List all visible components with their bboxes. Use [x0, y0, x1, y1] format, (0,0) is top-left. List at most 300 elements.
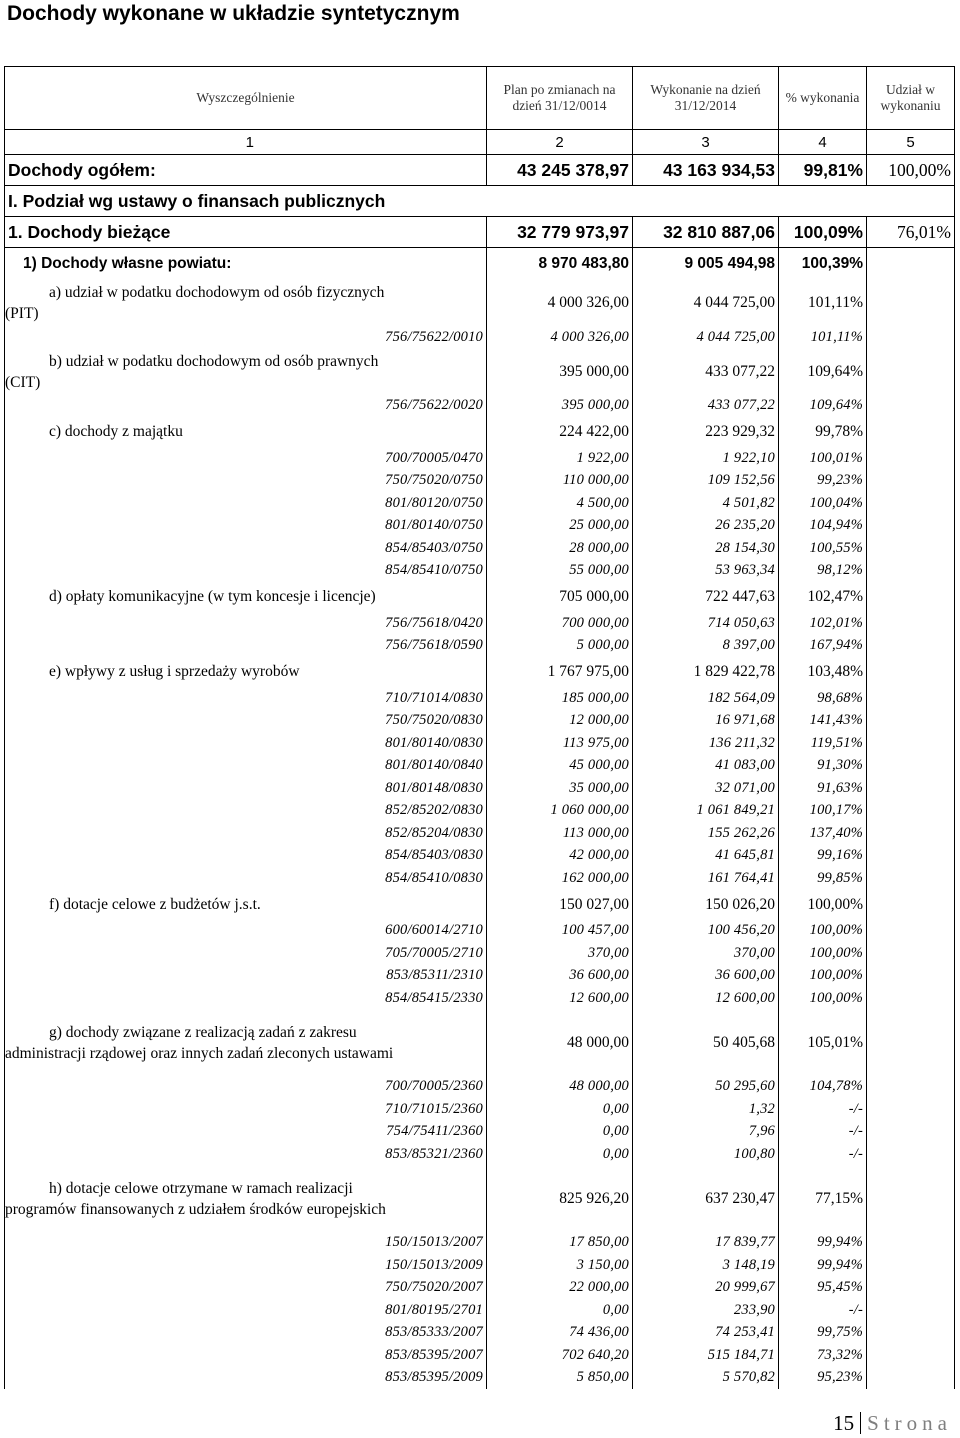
group-pct: 99,78%: [779, 417, 867, 447]
detail-code: 853/85395/2009: [5, 1367, 487, 1390]
detail-code: 756/75618/0590: [5, 635, 487, 658]
own-revenue-row: [5, 248, 955, 281]
detail-exec: 3 148,19: [633, 1254, 779, 1277]
detail-pct: 109,64%: [779, 395, 867, 418]
detail-code: 852/85202/0830: [5, 800, 487, 823]
own-pct: 100,39%: [779, 248, 867, 281]
header-col-2: Plan po zmianach na dzień 31/12/0014: [487, 67, 633, 130]
detail-pct: -/-: [779, 1121, 867, 1144]
spacer-cell: [487, 1166, 633, 1176]
detail-row: [5, 470, 955, 493]
detail-code: 853/85395/2007: [5, 1344, 487, 1367]
group-row: [5, 1020, 955, 1066]
detail-code: 852/85204/0830: [5, 822, 487, 845]
group-label: e) wpływy z usług i sprzedaży wyrobów: [5, 657, 487, 687]
detail-plan: 1 922,00: [487, 447, 633, 470]
detail-exec: 233,90: [633, 1299, 779, 1322]
col-number-5: 5: [867, 130, 955, 155]
spacer-cell: [487, 1010, 633, 1020]
spacer-cell: [779, 1222, 867, 1232]
group-pct: 77,15%: [779, 1176, 867, 1222]
group-row: [5, 349, 955, 395]
page-title: Dochody wykonane w układzie syntetycznym: [7, 2, 460, 25]
detail-pct: 101,11%: [779, 326, 867, 349]
detail-exec: 41 083,00: [633, 755, 779, 778]
detail-share: [867, 1098, 955, 1121]
detail-exec: 53 963,34: [633, 560, 779, 583]
section-row: [5, 186, 955, 217]
total-pct: 99,81%: [779, 155, 867, 186]
detail-row: [5, 1076, 955, 1099]
detail-share: [867, 845, 955, 868]
detail-plan: 25 000,00: [487, 515, 633, 538]
detail-plan: 0,00: [487, 1098, 633, 1121]
revenue-table-body: [5, 67, 955, 1390]
spacer-cell: [5, 1066, 487, 1076]
detail-share: [867, 942, 955, 965]
group-row: [5, 1176, 955, 1222]
detail-code: 801/80195/2701: [5, 1299, 487, 1322]
detail-row: [5, 1121, 955, 1144]
detail-share: [867, 537, 955, 560]
detail-code: 854/85415/2330: [5, 987, 487, 1010]
current-row: [5, 217, 955, 248]
detail-share: [867, 1076, 955, 1099]
detail-plan: 45 000,00: [487, 755, 633, 778]
spacer-cell: [867, 1222, 955, 1232]
detail-pct: 100,00%: [779, 942, 867, 965]
detail-plan: 12 000,00: [487, 710, 633, 733]
group-share: [867, 890, 955, 920]
detail-exec: 8 397,00: [633, 635, 779, 658]
detail-code: 710/71015/2360: [5, 1098, 487, 1121]
detail-row: [5, 1344, 955, 1367]
spacer-row: [5, 1166, 955, 1176]
detail-exec: 74 253,41: [633, 1322, 779, 1345]
detail-plan: 700 000,00: [487, 612, 633, 635]
detail-exec: 7,96: [633, 1121, 779, 1144]
spacer-row: [5, 1222, 955, 1232]
detail-exec: 370,00: [633, 942, 779, 965]
detail-row: [5, 612, 955, 635]
group-row: [5, 582, 955, 612]
detail-row: [5, 1254, 955, 1277]
detail-code: 750/75020/2007: [5, 1277, 487, 1300]
group-exec: 4 044 725,00: [633, 280, 779, 326]
group-pct: 105,01%: [779, 1020, 867, 1066]
detail-exec: 161 764,41: [633, 867, 779, 890]
detail-pct: 100,01%: [779, 447, 867, 470]
total-exec: 43 163 934,53: [633, 155, 779, 186]
header-row: [5, 67, 955, 130]
spacer-cell: [5, 1166, 487, 1176]
detail-share: [867, 800, 955, 823]
page-number: 15: [833, 1411, 855, 1435]
revenue-table: [4, 66, 955, 1389]
group-label-line-2: administracji rządowej oraz innych zadań zleconych ustawami: [5, 1044, 394, 1062]
detail-pct: 73,32%: [779, 1344, 867, 1367]
detail-exec: 1 061 849,21: [633, 800, 779, 823]
group-label: f) dotacje celowe z budżetów j.s.t.: [5, 890, 487, 920]
detail-code: 700/70005/0470: [5, 447, 487, 470]
detail-plan: 162 000,00: [487, 867, 633, 890]
detail-plan: 28 000,00: [487, 537, 633, 560]
group-exec: 637 230,47: [633, 1176, 779, 1222]
group-plan: 4 000 326,00: [487, 280, 633, 326]
detail-pct: 91,30%: [779, 755, 867, 778]
detail-plan: 0,00: [487, 1121, 633, 1144]
page-footer: [833, 1411, 952, 1436]
detail-plan: 0,00: [487, 1143, 633, 1166]
detail-share: [867, 755, 955, 778]
detail-plan: 113 000,00: [487, 822, 633, 845]
detail-plan: 17 850,00: [487, 1232, 633, 1255]
detail-exec: 1 922,10: [633, 447, 779, 470]
detail-share: [867, 777, 955, 800]
detail-row: [5, 560, 955, 583]
detail-row: [5, 635, 955, 658]
detail-row: [5, 687, 955, 710]
detail-share: [867, 612, 955, 635]
group-exec: 50 405,68: [633, 1020, 779, 1066]
group-label: [5, 1176, 487, 1222]
detail-share: [867, 1322, 955, 1345]
detail-pct: 100,00%: [779, 920, 867, 943]
detail-code: 853/85321/2360: [5, 1143, 487, 1166]
detail-exec: 714 050,63: [633, 612, 779, 635]
header-col-3: Wykonanie na dzień 31/12/2014: [633, 67, 779, 130]
detail-code: 150/15013/2009: [5, 1254, 487, 1277]
detail-plan: 55 000,00: [487, 560, 633, 583]
detail-code: 750/75020/0830: [5, 710, 487, 733]
section-label: I. Podział wg ustawy o finansach publicznych: [5, 186, 955, 217]
detail-pct: 99,94%: [779, 1232, 867, 1255]
own-exec: 9 005 494,98: [633, 248, 779, 281]
detail-row: [5, 1299, 955, 1322]
detail-share: [867, 987, 955, 1010]
detail-pct: 99,94%: [779, 1254, 867, 1277]
header-col-4: % wykonania: [779, 67, 867, 130]
detail-pct: 119,51%: [779, 732, 867, 755]
spacer-cell: [779, 1166, 867, 1176]
detail-exec: 41 645,81: [633, 845, 779, 868]
header-col-1: Wyszczególnienie: [5, 67, 487, 130]
detail-share: [867, 710, 955, 733]
detail-pct: -/-: [779, 1143, 867, 1166]
spacer-row: [5, 1066, 955, 1076]
detail-share: [867, 326, 955, 349]
detail-share: [867, 965, 955, 988]
group-label: [5, 1020, 487, 1066]
detail-exec: 515 184,71: [633, 1344, 779, 1367]
detail-plan: 370,00: [487, 942, 633, 965]
group-exec: 1 829 422,78: [633, 657, 779, 687]
detail-exec: 155 262,26: [633, 822, 779, 845]
detail-row: [5, 1322, 955, 1345]
group-label-line-1: a) udział w podatku dochodowym od osób fizycznych: [49, 284, 385, 301]
group-exec: 433 077,22: [633, 349, 779, 395]
detail-row: [5, 710, 955, 733]
group-label-line-1: b) udział w podatku dochodowym od osób prawnych: [49, 352, 379, 370]
header-col-5: Udział w wykonaniu: [867, 67, 955, 130]
detail-row: [5, 515, 955, 538]
total-share: 100,00%: [867, 155, 955, 186]
detail-share: [867, 560, 955, 583]
detail-plan: 702 640,20: [487, 1344, 633, 1367]
group-row: [5, 280, 955, 326]
detail-row: [5, 755, 955, 778]
detail-code: 854/85403/0750: [5, 537, 487, 560]
detail-row: [5, 965, 955, 988]
spacer-row: [5, 1010, 955, 1020]
group-exec: 150 026,20: [633, 890, 779, 920]
detail-pct: 167,94%: [779, 635, 867, 658]
detail-plan: 42 000,00: [487, 845, 633, 868]
group-pct: 100,00%: [779, 890, 867, 920]
spacer-cell: [633, 1066, 779, 1076]
own-share: [867, 248, 955, 281]
detail-pct: 95,45%: [779, 1277, 867, 1300]
detail-exec: 109 152,56: [633, 470, 779, 493]
detail-code: 705/70005/2710: [5, 942, 487, 965]
detail-exec: 182 564,09: [633, 687, 779, 710]
group-plan: 825 926,20: [487, 1176, 633, 1222]
detail-plan: 74 436,00: [487, 1322, 633, 1345]
detail-exec: 26 235,20: [633, 515, 779, 538]
group-label-line-2: (PIT): [5, 305, 39, 322]
detail-share: [867, 867, 955, 890]
col-number-4: 4: [779, 130, 867, 155]
spacer-cell: [487, 1066, 633, 1076]
detail-pct: 102,01%: [779, 612, 867, 635]
detail-code: 853/85333/2007: [5, 1322, 487, 1345]
group-label-line-2: programów finansowanych z udziałem środków europejskich: [5, 1200, 386, 1218]
detail-row: [5, 537, 955, 560]
detail-row: [5, 942, 955, 965]
detail-pct: 100,00%: [779, 987, 867, 1010]
detail-plan: 100 457,00: [487, 920, 633, 943]
detail-row: [5, 492, 955, 515]
spacer-cell: [5, 1010, 487, 1020]
detail-share: [867, 920, 955, 943]
detail-share: [867, 1143, 955, 1166]
detail-exec: 5 570,82: [633, 1367, 779, 1390]
group-exec: 223 929,32: [633, 417, 779, 447]
group-label: [5, 280, 487, 326]
detail-row: [5, 732, 955, 755]
detail-plan: 5 850,00: [487, 1367, 633, 1390]
detail-row: [5, 395, 955, 418]
detail-pct: 99,85%: [779, 867, 867, 890]
detail-exec: 100,80: [633, 1143, 779, 1166]
detail-pct: 95,23%: [779, 1367, 867, 1390]
detail-share: [867, 1232, 955, 1255]
group-plan: 224 422,00: [487, 417, 633, 447]
col-number-1: 1: [5, 130, 487, 155]
group-exec: 722 447,63: [633, 582, 779, 612]
detail-code: 853/85311/2310: [5, 965, 487, 988]
page-word: Strona: [867, 1411, 952, 1435]
total-row: [5, 155, 955, 186]
detail-pct: -/-: [779, 1299, 867, 1322]
spacer-cell: [633, 1166, 779, 1176]
detail-row: [5, 326, 955, 349]
group-plan: 150 027,00: [487, 890, 633, 920]
detail-pct: 98,68%: [779, 687, 867, 710]
detail-code: 750/75020/0750: [5, 470, 487, 493]
detail-plan: 1 060 000,00: [487, 800, 633, 823]
current-label: 1. Dochody bieżące: [5, 217, 487, 248]
detail-row: [5, 800, 955, 823]
detail-row: [5, 447, 955, 470]
own-plan: 8 970 483,80: [487, 248, 633, 281]
detail-share: [867, 687, 955, 710]
detail-share: [867, 395, 955, 418]
group-label-line-1: h) dotacje celowe otrzymane w ramach realizacji: [49, 1179, 353, 1197]
col-number-3: 3: [633, 130, 779, 155]
group-pct: 109,64%: [779, 349, 867, 395]
detail-plan: 35 000,00: [487, 777, 633, 800]
detail-plan: 0,00: [487, 1299, 633, 1322]
group-label: c) dochody z majątku: [5, 417, 487, 447]
detail-share: [867, 447, 955, 470]
current-exec: 32 810 887,06: [633, 217, 779, 248]
group-label: d) opłaty komunikacyjne (w tym koncesje i licencje): [5, 582, 487, 612]
detail-plan: 113 975,00: [487, 732, 633, 755]
detail-share: [867, 470, 955, 493]
column-number-row: [5, 130, 955, 155]
detail-exec: 50 295,60: [633, 1076, 779, 1099]
detail-plan: 4 000 326,00: [487, 326, 633, 349]
detail-plan: 5 000,00: [487, 635, 633, 658]
detail-share: [867, 492, 955, 515]
detail-share: [867, 1299, 955, 1322]
group-share: [867, 1176, 955, 1222]
group-plan: 48 000,00: [487, 1020, 633, 1066]
group-share: [867, 582, 955, 612]
current-pct: 100,09%: [779, 217, 867, 248]
detail-row: [5, 822, 955, 845]
group-label: [5, 349, 487, 395]
detail-code: 854/85403/0830: [5, 845, 487, 868]
detail-share: [867, 1121, 955, 1144]
detail-code: 756/75622/0010: [5, 326, 487, 349]
detail-pct: 100,04%: [779, 492, 867, 515]
spacer-cell: [867, 1166, 955, 1176]
detail-row: [5, 1232, 955, 1255]
detail-row: [5, 1367, 955, 1390]
detail-code: 756/75618/0420: [5, 612, 487, 635]
group-share: [867, 280, 955, 326]
group-label-line-1: g) dochody związane z realizacją zadań z zakresu: [49, 1023, 357, 1041]
detail-code: 801/80148/0830: [5, 777, 487, 800]
spacer-cell: [779, 1066, 867, 1076]
group-pct: 102,47%: [779, 582, 867, 612]
detail-code: 710/71014/0830: [5, 687, 487, 710]
own-label: 1) Dochody własne powiatu:: [5, 248, 487, 281]
total-label: Dochody ogółem:: [5, 155, 487, 186]
detail-pct: -/-: [779, 1098, 867, 1121]
spacer-cell: [867, 1066, 955, 1076]
detail-pct: 100,17%: [779, 800, 867, 823]
detail-row: [5, 777, 955, 800]
group-share: [867, 657, 955, 687]
detail-plan: 48 000,00: [487, 1076, 633, 1099]
detail-row: [5, 987, 955, 1010]
spacer-cell: [487, 1222, 633, 1232]
group-plan: 705 000,00: [487, 582, 633, 612]
group-plan: 1 767 975,00: [487, 657, 633, 687]
detail-exec: 1,32: [633, 1098, 779, 1121]
group-share: [867, 349, 955, 395]
group-plan: 395 000,00: [487, 349, 633, 395]
detail-plan: 12 600,00: [487, 987, 633, 1010]
detail-pct: 99,75%: [779, 1322, 867, 1345]
footer-separator: [860, 1412, 861, 1434]
detail-code: 801/80140/0750: [5, 515, 487, 538]
detail-row: [5, 845, 955, 868]
detail-code: 854/85410/0830: [5, 867, 487, 890]
detail-share: [867, 732, 955, 755]
detail-exec: 32 071,00: [633, 777, 779, 800]
detail-pct: 137,40%: [779, 822, 867, 845]
detail-code: 700/70005/2360: [5, 1076, 487, 1099]
group-row: [5, 417, 955, 447]
detail-share: [867, 515, 955, 538]
detail-pct: 99,23%: [779, 470, 867, 493]
group-label-line-2: (CIT): [5, 373, 41, 391]
detail-share: [867, 635, 955, 658]
detail-code: 600/60014/2710: [5, 920, 487, 943]
detail-exec: 4 501,82: [633, 492, 779, 515]
group-pct: 103,48%: [779, 657, 867, 687]
detail-exec: 4 044 725,00: [633, 326, 779, 349]
detail-code: 854/85410/0750: [5, 560, 487, 583]
detail-exec: 136 211,32: [633, 732, 779, 755]
detail-row: [5, 1143, 955, 1166]
detail-pct: 98,12%: [779, 560, 867, 583]
group-row: [5, 657, 955, 687]
detail-share: [867, 1344, 955, 1367]
detail-code: 801/80140/0840: [5, 755, 487, 778]
col-number-2: 2: [487, 130, 633, 155]
detail-code: 801/80140/0830: [5, 732, 487, 755]
detail-share: [867, 1367, 955, 1390]
detail-code: 756/75622/0020: [5, 395, 487, 418]
detail-share: [867, 822, 955, 845]
detail-pct: 100,55%: [779, 537, 867, 560]
spacer-cell: [867, 1010, 955, 1020]
detail-exec: 16 971,68: [633, 710, 779, 733]
spacer-cell: [633, 1222, 779, 1232]
detail-exec: 100 456,20: [633, 920, 779, 943]
detail-row: [5, 1277, 955, 1300]
detail-pct: 104,94%: [779, 515, 867, 538]
spacer-cell: [5, 1222, 487, 1232]
detail-plan: 395 000,00: [487, 395, 633, 418]
spacer-cell: [633, 1010, 779, 1020]
detail-plan: 4 500,00: [487, 492, 633, 515]
group-row: [5, 890, 955, 920]
detail-pct: 141,43%: [779, 710, 867, 733]
group-pct: 101,11%: [779, 280, 867, 326]
group-share: [867, 1020, 955, 1066]
detail-share: [867, 1277, 955, 1300]
detail-plan: 3 150,00: [487, 1254, 633, 1277]
detail-code: 150/15013/2007: [5, 1232, 487, 1255]
detail-row: [5, 1098, 955, 1121]
detail-code: 754/75411/2360: [5, 1121, 487, 1144]
